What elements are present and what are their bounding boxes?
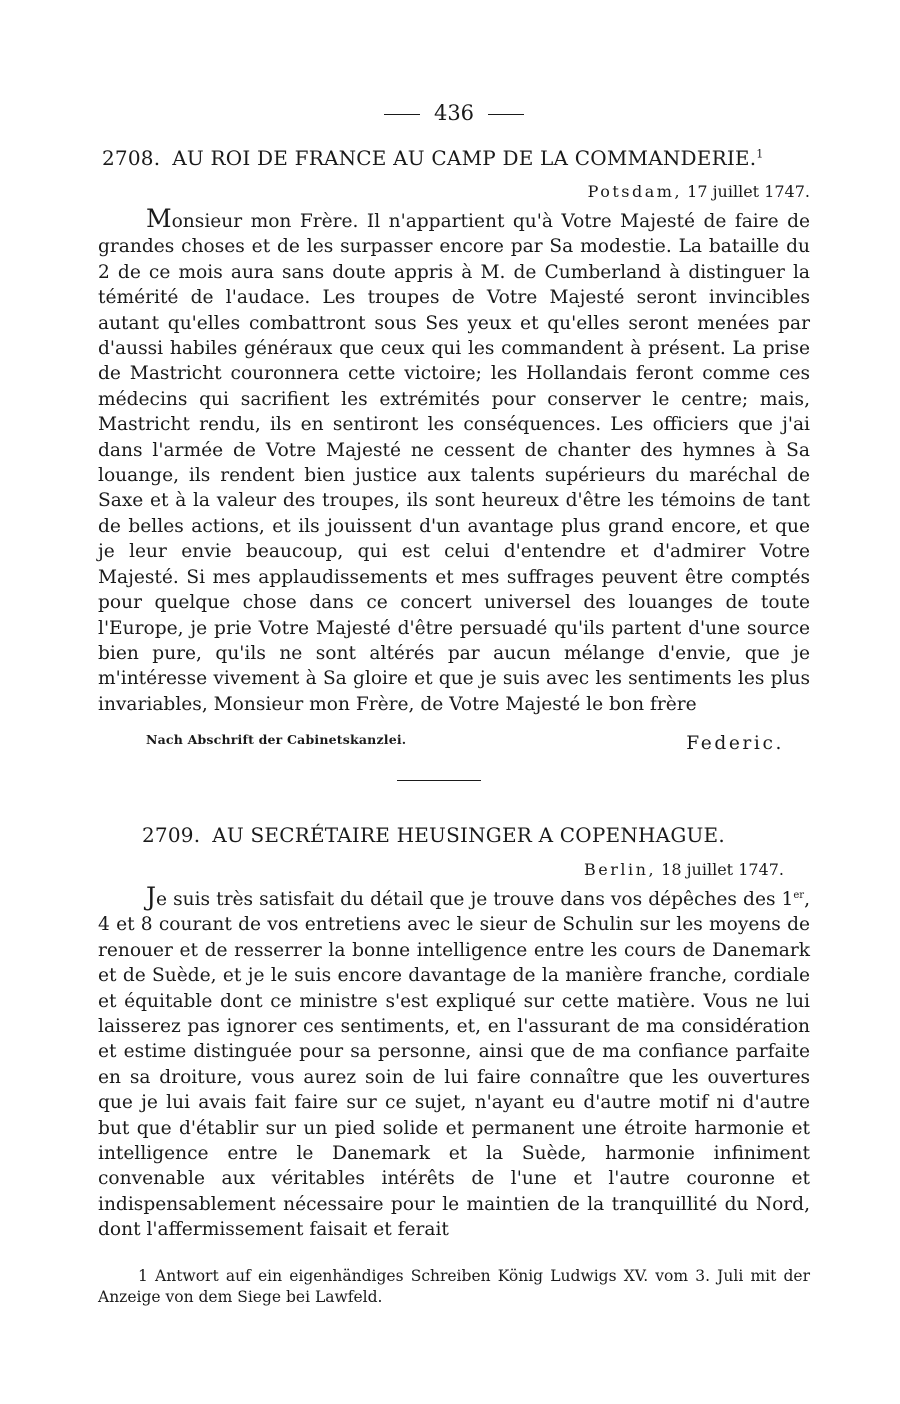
letter-2708-signature: Federic. bbox=[686, 733, 784, 754]
letter-2708-text: onsieur mon Frère. Il n'appartient qu'à Votre Majesté de faire de grandes choses et de les surpasser encore par Sa modestie. La bataille du 2 de ce mois aura sans doute appris à M. de Cumberland à distinguer la témérité de l'audace. Les troupes de Votre Majesté seront invincibles autant qu'elles combattront sous Ses yeux et qu'elles seront menées par d'aussi habiles généraux que ceux qui les commandent à présent. La prise de Mastricht couronnera cette victoire; les Hollandais feront comme ces médecins qui sacrifient les extrémités pour conserver le centre; mais, Mastricht rendu, ils en sentiront les conséquences. Les officiers que j'ai dans l'armée de Votre Majesté ne cessent de chanter des hymnes à Sa louange, ils rendent bien justice aux talents supérieurs du maréchal de Saxe et à la valeur des troupes, ils sont heureux d'être les témoins de tant de belles actions, et ils jouissent d'un avantage plus grand encore, et que je leur envie beaucoup, qui est celui d'entendre et d'admirer Votre Majesté. Si mes applaudissements et mes suffrages peuvent être comptés pour quelque chose dans ce concert universel des louanges de toute l'Europe, je prie Votre Majesté d'être persuadé qu'ils partent d'une source bien pure, qu'ils ne sont altérés par aucun mélange d'envie, que je m'intéresse vivement à Sa gloire et que je suis avec les sentiments les plus invariables, Monsieur mon Frère, de Votre Majesté le bon frère bbox=[98, 211, 810, 715]
letter-2709-date: 18 juillet 1747. bbox=[661, 860, 784, 879]
letter-2709-heading bbox=[142, 823, 850, 847]
letter-2708-heading bbox=[102, 146, 810, 170]
letter-2709-initial: J bbox=[146, 882, 157, 911]
letter-2708-initial: M bbox=[146, 204, 172, 233]
letter-2709-dateline bbox=[584, 860, 784, 880]
footnote-reference: 1 bbox=[756, 147, 764, 161]
letter-2709-place: Berlin, bbox=[584, 860, 657, 879]
letter-2708-number: 2708. bbox=[102, 146, 161, 170]
letter-2709-superscript: er bbox=[793, 889, 805, 901]
letter-2708-date: 17 juillet 1747. bbox=[687, 182, 810, 201]
page-header bbox=[98, 100, 810, 126]
section-divider bbox=[397, 780, 481, 781]
letter-2709-body bbox=[98, 884, 810, 1243]
header-dash-right bbox=[488, 114, 524, 115]
letter-2709-number: 2709. bbox=[142, 823, 201, 847]
footnote-text: Antwort auf ein eigenhändiges Schreiben König Ludwigs XV. vom 3. Juli mit der Anzeige von dem Siege bei Lawfeld. bbox=[98, 1267, 810, 1306]
letter-2709-text-a: e suis très satisfait du détail que je trouve dans vos dépêches des 1 bbox=[156, 889, 794, 910]
letter-2709-text-b: , 4 et 8 courant de vos entretiens avec le sieur de Schulin sur les moyens de renouer et de resserrer la bonne intelligence entre les cours de Danemark et de Suède, et je le suis encore davantage de la manière franche, cordiale et équitable dont ce ministre s'est expliqué sur cette matière. Vous ne lui laisserez pas ignorer ces sentiments, et, en l'assurant de ma considération et estime distinguée pour sa personne, ainsi que de ma confiance parfaite en sa droiture, vous aurez soin de lui faire connaître que les ouvertures que je lui avais fait faire sur ce sujet, n'ayant eu d'autre motif ni d'autre but que d'établir sur un pied solide et permanent une étroite harmonie et intelligence entre le Danemark et la Suède, harmonie infiniment convenable aux véritables intérêts de l'une et l'autre couronne et indispensablement nécessaire pour le maintien de la tranquillité du Nord, dont l'affermissement faisait et ferait bbox=[98, 889, 810, 1241]
header-dash-left bbox=[384, 114, 420, 115]
letter-2708-dateline bbox=[588, 182, 810, 202]
letter-2708-body bbox=[98, 206, 810, 717]
footnote bbox=[98, 1266, 810, 1308]
letter-2708-source: Nach Abschrift der Cabinetskanzlei. bbox=[146, 732, 407, 747]
letter-2708-title: AU ROI DE FRANCE AU CAMP DE LA COMMANDERIE. bbox=[172, 146, 757, 170]
letter-2708-place: Potsdam, bbox=[587, 182, 683, 201]
letter-2709-title: AU SECRÉTAIRE HEUSINGER A COPENHAGUE. bbox=[212, 823, 725, 847]
footnote-mark: 1 bbox=[138, 1267, 148, 1285]
page-number: 436 bbox=[433, 101, 475, 125]
